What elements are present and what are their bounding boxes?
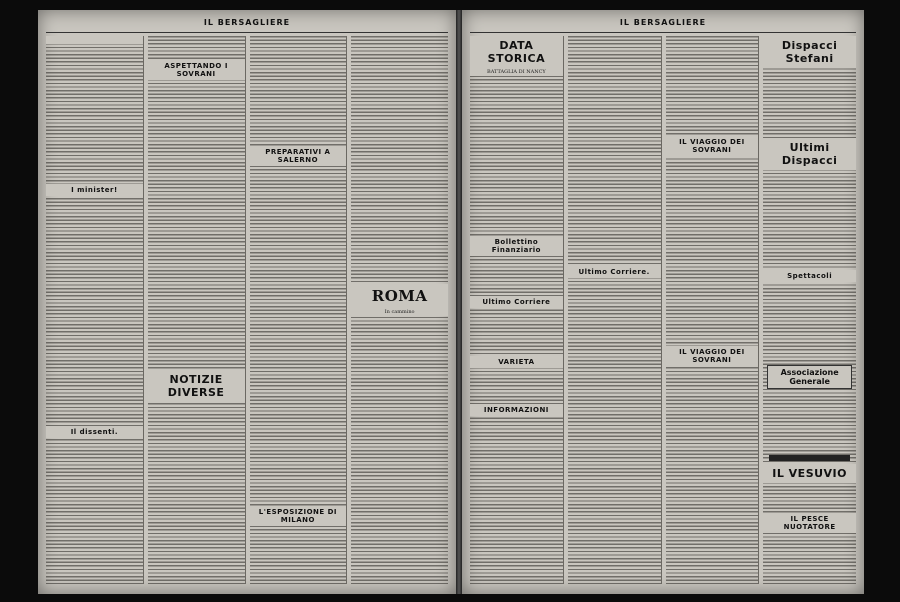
column-4 (763, 36, 856, 584)
column-heading: I minister! (46, 184, 143, 196)
column-subheading: BATTAGLIA DI NANCY (470, 68, 563, 76)
column-heading: Spettacoli (763, 270, 856, 282)
column-heading: IL VIAGGIO DEI SOVRANI (666, 136, 759, 156)
column-heading: IL PESCE NUOTATORE (763, 513, 856, 533)
left-page (38, 10, 456, 594)
column-heading: Ultimo Corriere. (568, 266, 661, 278)
newspaper-spread (38, 10, 864, 594)
column-1 (470, 36, 564, 584)
column-heading: NOTIZIE DIVERSE (148, 370, 245, 402)
column-heading: Dispacci Stefani (763, 36, 856, 68)
column-heading: Ultimo Corriere (470, 296, 563, 308)
masthead-left: IL BERSAGLIERE (203, 18, 291, 27)
advertisement-box: Associazione Generale (767, 365, 852, 389)
masthead-rule (470, 32, 856, 33)
column-1 (46, 36, 144, 584)
column-subheading: In cammino (351, 308, 448, 316)
column-heading: L'ESPOSIZIONE DI MILANO (250, 506, 347, 526)
column-heading: DATA STORICA (470, 36, 563, 68)
masthead-rule (46, 32, 448, 33)
column-4 (351, 36, 448, 584)
column-heading: Il dissenti. (46, 426, 143, 438)
separator-band (769, 455, 850, 461)
column-heading: IL VIAGGIO DEI SOVRANI (666, 346, 759, 366)
column-heading: ASPETTANDO I SOVRANI (148, 60, 245, 80)
column-heading: VARIETA (470, 356, 563, 368)
column-heading: PREPARATIVI A SALERNO (250, 146, 347, 166)
column-3 (666, 36, 760, 584)
masthead-right: IL BERSAGLIERE (619, 18, 707, 27)
column-heading: Bollettino Finanziario (470, 236, 563, 256)
column-heading: IL VESUVIO (763, 464, 856, 483)
column-heading: Ultimi Dispacci (763, 138, 856, 170)
column-3 (250, 36, 348, 584)
column-heading: ROMA (351, 284, 448, 308)
column-heading: INFORMAZIONI (470, 404, 563, 416)
column-2 (568, 36, 662, 584)
column-2 (148, 36, 246, 584)
right-page (462, 10, 864, 594)
